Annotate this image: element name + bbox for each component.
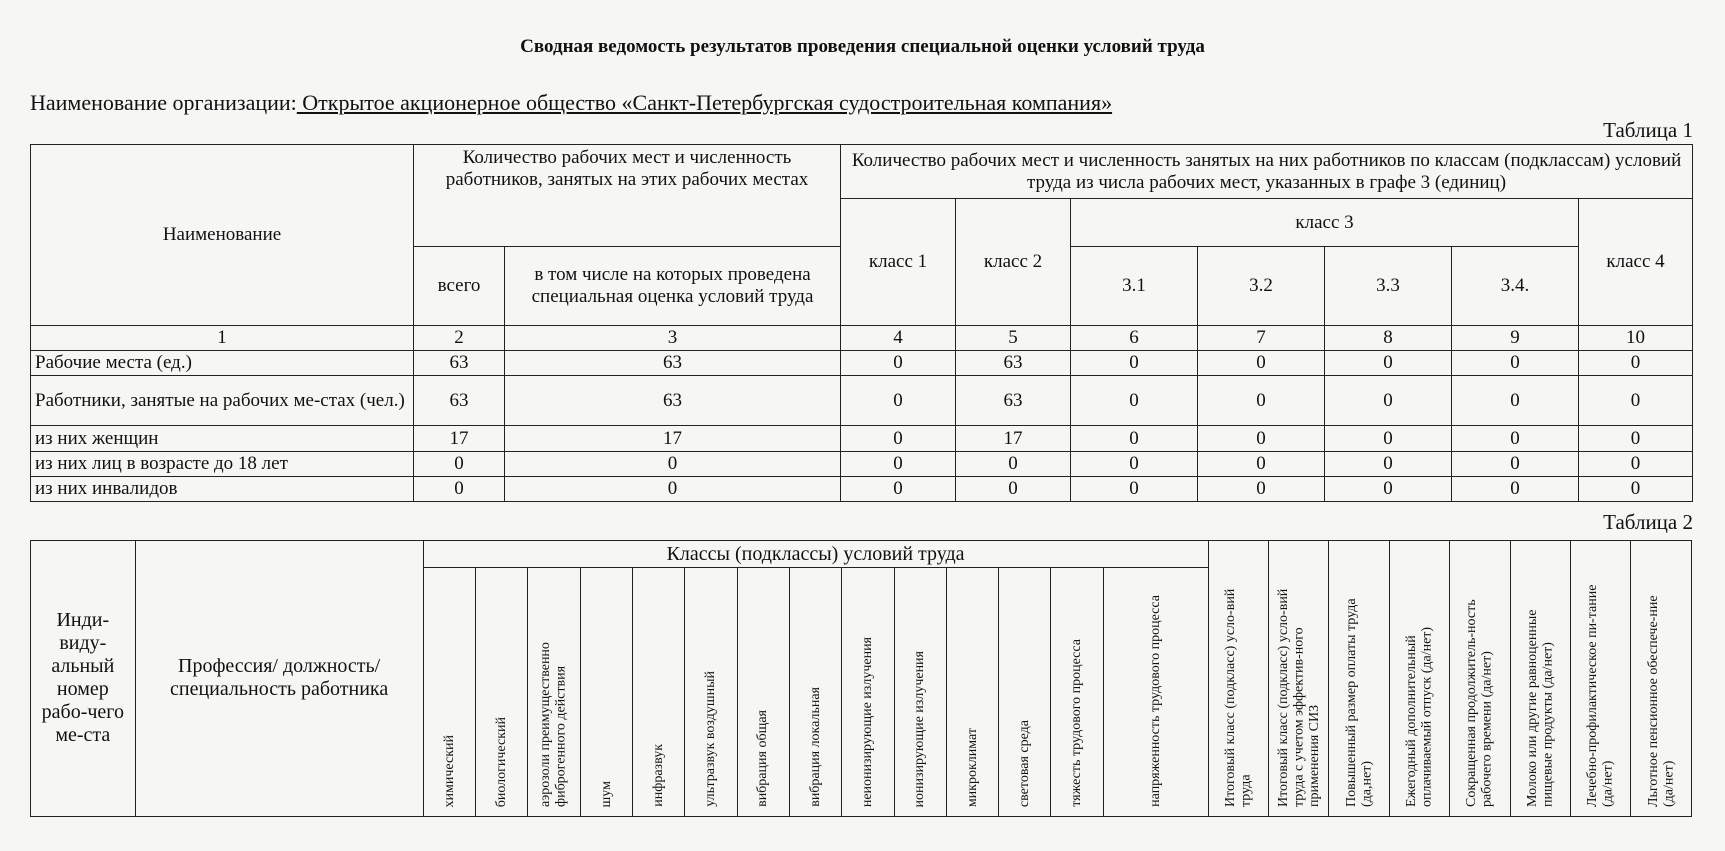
cell-value: 0: [841, 426, 956, 452]
cell-value: 63: [505, 376, 841, 426]
cell-value: 0: [1579, 351, 1693, 376]
column-number: 1: [31, 326, 414, 351]
cell-value: 17: [414, 426, 505, 452]
organization-name: Открытое акционерное общество «Санкт-Петербургская судостроительная компания»: [296, 90, 1113, 115]
header-factor: аэрозоли преимущественно фиброгенного действия: [528, 568, 580, 817]
header-sub-3-3: 3.3: [1325, 247, 1452, 326]
header-factor: биологический: [475, 568, 527, 817]
document-title: Сводная ведомость результатов проведения специальной оценки условий труда: [520, 36, 1205, 57]
column-number: 5: [956, 326, 1071, 351]
header-total: всего: [414, 247, 505, 326]
cell-value: 0: [1325, 452, 1452, 477]
cell-value: 0: [841, 452, 956, 477]
cell-value: 0: [1325, 426, 1452, 452]
header-result: Льготное пенсионное обеспече-ние (да/нет): [1631, 541, 1692, 817]
header-sub-3-4: 3.4.: [1452, 247, 1579, 326]
cell-value: 0: [1452, 376, 1579, 426]
header-profession: Профессия/ должность/ специальность работника: [135, 541, 423, 817]
header-factor: ионизирующие излучения: [894, 568, 946, 817]
header-class4: класс 4: [1579, 199, 1693, 326]
column-number: 7: [1198, 326, 1325, 351]
table1-caption: Таблица 1: [1603, 118, 1693, 142]
header-result: Молоко или другие равноценные пищевые продукты (да/нет): [1510, 541, 1570, 817]
cell-value: 0: [414, 477, 505, 502]
column-number: 8: [1325, 326, 1452, 351]
header-classes-group: Классы (подклассы) условий труда: [423, 541, 1208, 568]
header-factor: неионизирующие излучения: [842, 568, 894, 817]
header-by-class-group: Количество рабочих мест и численность занятых на них работников по классам (подклассам) условий труда из числа рабочих мест, указанных в графе 3 (единиц): [841, 145, 1693, 199]
header-factor: тяжесть трудового процесса: [1051, 568, 1103, 817]
cell-value: 0: [1452, 477, 1579, 502]
header-factor: шум: [580, 568, 632, 817]
row-label: Работники, занятые на рабочих ме-стах (чел.): [31, 376, 414, 426]
cell-value: 0: [1071, 376, 1198, 426]
organization-line: [30, 90, 1112, 116]
table-row: [31, 477, 1693, 502]
header-factor: вибрация локальная: [789, 568, 841, 817]
header-workplace-number: Инди-виду-альный номер рабо-чего ме-ста: [31, 541, 136, 817]
cell-value: 0: [1452, 426, 1579, 452]
cell-value: 0: [1071, 426, 1198, 452]
cell-value: 0: [505, 452, 841, 477]
header-factor: напряженность трудового процесса: [1103, 568, 1208, 817]
cell-value: 0: [414, 452, 505, 477]
column-number: 3: [505, 326, 841, 351]
cell-value: 0: [1071, 351, 1198, 376]
cell-value: 0: [1325, 351, 1452, 376]
summary-table-2: [30, 540, 1692, 817]
cell-value: 63: [956, 351, 1071, 376]
header-result: Лечебно-профилактическое пи-тание (да/нет): [1570, 541, 1630, 817]
header-sub-3-2: 3.2: [1198, 247, 1325, 326]
cell-value: 0: [1325, 376, 1452, 426]
column-number: 10: [1579, 326, 1693, 351]
row-label: из них лиц в возрасте до 18 лет: [31, 452, 414, 477]
cell-value: 63: [505, 351, 841, 376]
header-result: Повышенный размер оплаты труда (да,нет): [1329, 541, 1389, 817]
table-row: [31, 452, 1693, 477]
cell-value: 0: [1452, 452, 1579, 477]
cell-value: 17: [505, 426, 841, 452]
header-factor: химический: [423, 568, 475, 817]
summary-table-1: [30, 144, 1693, 502]
header-factor: инфразвук: [632, 568, 684, 817]
column-number: 2: [414, 326, 505, 351]
header-result: Сокращенная продолжитель-ность рабочего времени (да/нет): [1450, 541, 1510, 817]
header-name: Наименование: [31, 145, 414, 326]
cell-value: 0: [1198, 452, 1325, 477]
table2-caption: Таблица 2: [1603, 510, 1693, 534]
column-number: 9: [1452, 326, 1579, 351]
cell-value: 0: [1452, 351, 1579, 376]
cell-value: 0: [1579, 376, 1693, 426]
header-result: Ежегодный дополнительный оплачиваемый отпуск (да/нет): [1389, 541, 1449, 817]
cell-value: 63: [956, 376, 1071, 426]
header-result: Итоговый класс (подкласс) усло-вий труда с учетом эффектив-ного применения СИЗ: [1268, 541, 1328, 817]
cell-value: 0: [1579, 477, 1693, 502]
cell-value: 0: [841, 477, 956, 502]
cell-value: 17: [956, 426, 1071, 452]
table-row: [31, 376, 1693, 426]
cell-value: 0: [956, 477, 1071, 502]
table-row: [31, 426, 1693, 452]
header-factor: микроклимат: [946, 568, 998, 817]
header-class2: класс 2: [956, 199, 1071, 326]
cell-value: 0: [1071, 477, 1198, 502]
column-numbers-row: [31, 326, 1693, 351]
cell-value: 0: [1071, 452, 1198, 477]
cell-value: 0: [1198, 376, 1325, 426]
cell-value: 0: [1198, 477, 1325, 502]
header-factor: световая среда: [999, 568, 1051, 817]
row-label: из них инвалидов: [31, 477, 414, 502]
column-number: 6: [1071, 326, 1198, 351]
cell-value: 63: [414, 376, 505, 426]
header-factor: ультразвук воздушный: [685, 568, 737, 817]
column-number: 4: [841, 326, 956, 351]
row-label: Рабочие места (ед.): [31, 351, 414, 376]
header-result: Итоговый класс (подкласс) усло-вий труда: [1208, 541, 1268, 817]
header-class1: класс 1: [841, 199, 956, 326]
cell-value: 0: [1198, 351, 1325, 376]
cell-value: 0: [841, 376, 956, 426]
header-sub-3-1: 3.1: [1071, 247, 1198, 326]
cell-value: 0: [841, 351, 956, 376]
cell-value: 0: [1325, 477, 1452, 502]
cell-value: 63: [414, 351, 505, 376]
cell-value: 0: [1579, 426, 1693, 452]
cell-value: 0: [1579, 452, 1693, 477]
table-row: [31, 351, 1693, 376]
cell-value: 0: [505, 477, 841, 502]
row-label: из них женщин: [31, 426, 414, 452]
header-count-group: Количество рабочих мест и численность работников, занятых на этих рабочих местах: [414, 145, 841, 247]
header-factor: вибрация общая: [737, 568, 789, 817]
cell-value: 0: [956, 452, 1071, 477]
header-class3: класс 3: [1071, 199, 1579, 247]
cell-value: 0: [1198, 426, 1325, 452]
header-assessed: в том числе на которых проведена специальная оценка условий труда: [505, 247, 841, 326]
organization-label: Наименование организации:: [30, 90, 297, 115]
